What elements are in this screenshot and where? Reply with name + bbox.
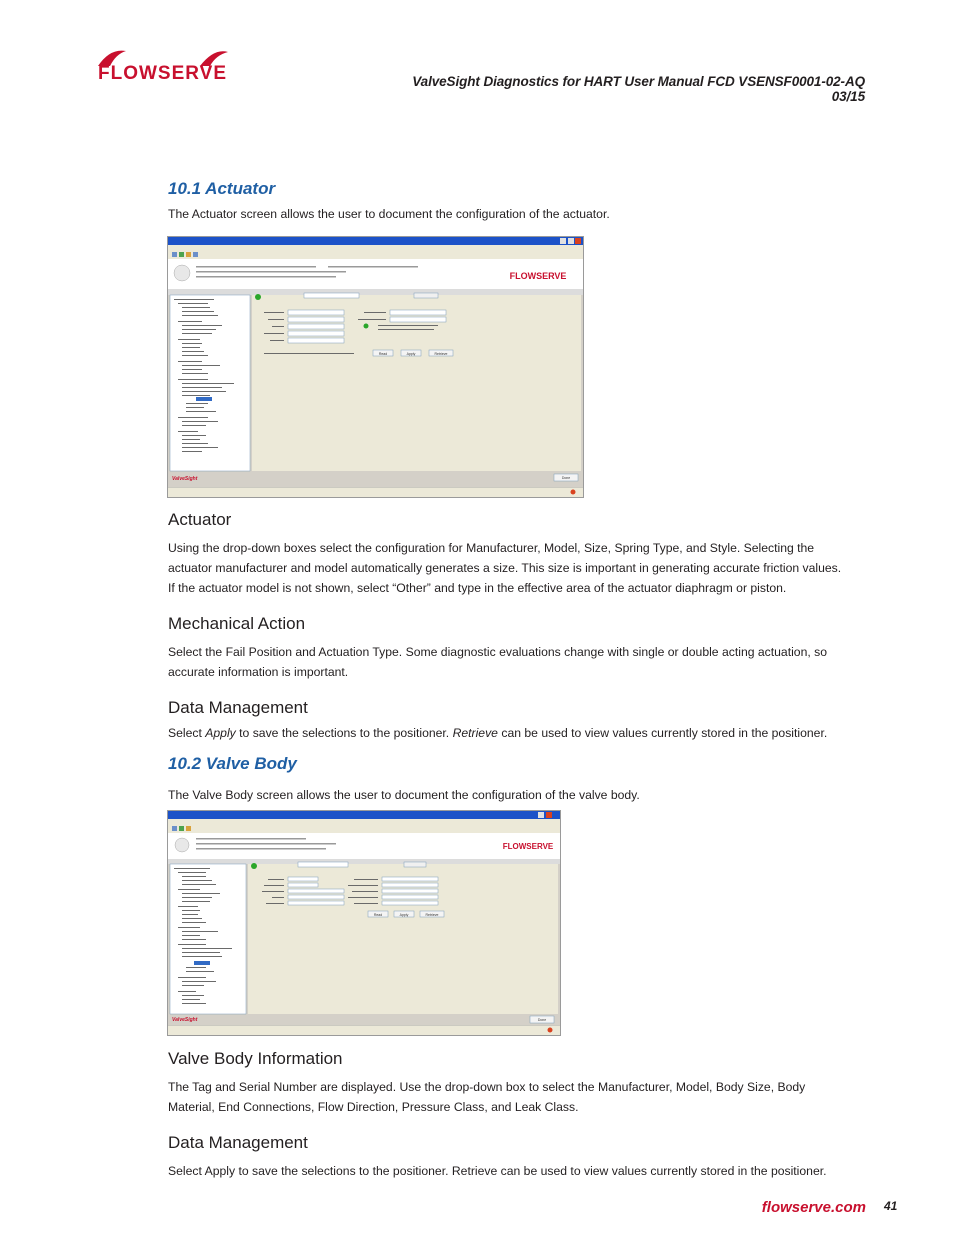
screen-apply-button: Apply <box>406 352 416 356</box>
subheading-mechanical-action: Mechanical Action <box>168 614 306 633</box>
actuator-screenshot <box>167 236 584 498</box>
section-heading-valve-body: 10.2 Valve Body <box>168 754 297 773</box>
actuator-intro: The Actuator screen allows the user to document the configuration of the actuator. <box>168 207 610 221</box>
dm1-retrieve-term: Retrieve <box>452 726 498 740</box>
document-title: ValveSight Diagnostics for HART User Manual FCD VSENSF0001-02-AQ 03/15 <box>412 74 865 104</box>
subheading-actuator: Actuator <box>168 510 232 529</box>
valve-body-screen-image <box>168 811 560 1035</box>
actuator-screen-image <box>168 237 583 497</box>
screen2-done-button: Done <box>537 1018 547 1022</box>
screen2-read-button: Read <box>373 913 383 917</box>
data-management-description-2: Select Apply to save the selections to the positioner. Retrieve can be used to view values currently stored in the positioner. <box>168 1164 827 1178</box>
data-management-description-1 <box>168 723 848 743</box>
flowserve-logo <box>96 46 230 86</box>
screen-read-button: Read <box>378 352 388 356</box>
screen-retrieve-button: Retrieve <box>434 352 448 356</box>
valve-body-screenshot <box>167 810 561 1036</box>
dm1-text-c: can be used to view values currently stored in the positioner. <box>497 726 828 740</box>
dm1-apply-term: Apply <box>205 726 236 740</box>
subheading-data-management-1: Data Management <box>168 698 308 717</box>
page-number: 41 <box>884 1199 898 1213</box>
screen-brand: ValveSight <box>172 476 198 482</box>
dm1-text-b: to save the selections to the positioner. <box>235 726 453 740</box>
mechanical-action-description: Select the Fail Position and Actuation Type. Some diagnostic evaluations change with single or double acting actuation, so accurate information is important. <box>168 645 827 679</box>
screen2-apply-button: Apply <box>399 913 409 917</box>
screen-done-button: Done <box>561 476 571 480</box>
dm1-text-a: Select <box>168 726 206 740</box>
footer-url-link[interactable]: flowserve.com <box>761 1199 866 1216</box>
screen2-logo: FLOWSERVE <box>502 842 554 851</box>
subheading-data-management-2: Data Management <box>168 1133 308 1152</box>
screen-logo: FLOWSERVE <box>509 271 567 281</box>
svg-text:FLOWSERVE: FLOWSERVE <box>98 63 226 84</box>
screen2-retrieve-button: Retrieve <box>425 913 439 917</box>
valve-body-intro: The Valve Body screen allows the user to document the configuration of the valve body. <box>168 788 640 802</box>
screen2-brand: ValveSight <box>172 1017 198 1023</box>
valve-body-information-description: The Tag and Serial Number are displayed. Use the drop-down box to select the Manufacturer, Model, Body Size, Body Material, End Connections, Flow Direction, Pressure Class, and Leak Class. <box>168 1080 806 1114</box>
subheading-valve-body-information: Valve Body Information <box>168 1049 343 1068</box>
actuator-description: Using the drop-down boxes select the configuration for Manufacturer, Model, Size, Spring Type, and Style. Selecting the actuator manufacturer and model automatically generates a size. This size is important in generating accurate friction values. If the actuator model is not shown, select “Other” and type in the effective area of the actuator diaphragm or piston. <box>168 541 842 595</box>
section-heading-actuator: 10.1 Actuator <box>168 179 276 198</box>
